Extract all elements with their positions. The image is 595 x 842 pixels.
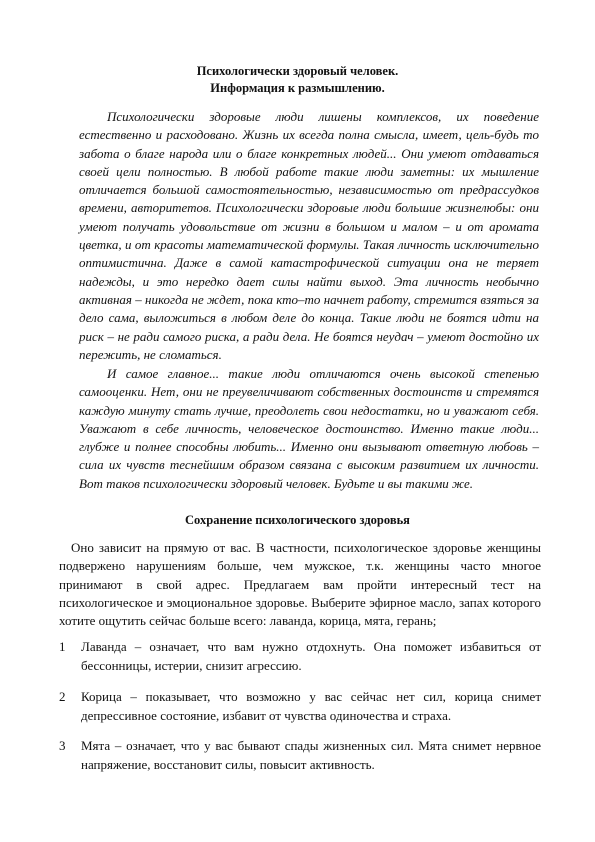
list-item-text: Мята – означает, что у вас бывают спады жизненных сил. Мята снимет нервное напряжение, восстановит силы, повысит активность. xyxy=(81,738,541,772)
list-item-number: 2 xyxy=(59,689,66,704)
document-subtitle: Информация к размышлению. xyxy=(210,81,385,95)
document-title: Психологически здоровый человек. xyxy=(196,64,399,78)
list-item-number: 1 xyxy=(59,639,66,654)
list-item-text: Лаванда – означает, что вам нужно отдохнуть. Она поможет избавиться от бессонницы, истерии, снизит агрессию. xyxy=(81,639,541,673)
list-item-number: 3 xyxy=(59,738,66,753)
section-intro: Оно зависит на прямую от вас. В частности, психологическое здоровье женщины подвержено нарушениям больше, чем мужское, т.к. женщины часто многое принимают в свой адрес. Предлагаем вам пройти интересный тест на психологическое и эмоциональное здоровье. Выберите эфирное масло, запах которого хотите ощутить сейчас больше всего: лаванда, корица, мята, герань; xyxy=(59,540,541,629)
paragraph-2: И самое главное... такие люди отличаются очень высокой степенью самооценки. Нет, они не преувеличивают собственных достоинств и стремятся каждую минуту стать лучше, преодолеть свои недостатки, но и уважают себя. Уважают в себе личность, человеческое достоинство. Именно такие люди... глубже и полнее способны любить... Именно они вызывают ответную любовь – сила их чувств теснейшим образом связана с высоким развитием их личности. Вот таков психологически здоровый человек. Будьте и вы такими же. xyxy=(79,366,539,491)
section-heading: Сохранение психологического здоровья xyxy=(185,513,410,527)
list-item-text: Корица – показывает, что возможно у вас сейчас нет сил, корица снимет депрессивное состояние, избавит от чувства одиночества и страха. xyxy=(81,689,541,723)
paragraph-1: Психологически здоровые люди лишены комплексов, их поведение естественно и расходовано. Жизнь их всегда полна смысла, имеет, цель-будь то забота о благе народа или о благе конкретных людей... Они умеют отдаваться своей цели полностью. В любой работе такие люди заметны: их мышление отличается большой самостоятельностью, независимостью от предрассудков времени, авторитетов. Психологически здоровые люди большие жизнелюбы: они умеют получать удовольствие от жизни в большом и малом – и от аромата цветка, и от красоты математической формулы. Такая личность исключительно оптимистична. Даже в самой катастрофической ситуации она не теряет надежды, и это нередко дает силы найти выход. Эта личность необычно активная – никогда не ждет, пока кто–то начнет работу, стремится взяться за дело сама, выложиться в любом деле до конца. Такие люди не боятся идти на риск – не ради самого риска, а ради дела. Не боятся неудач – умеют достойно их пережить, не сломаться. xyxy=(79,109,539,362)
